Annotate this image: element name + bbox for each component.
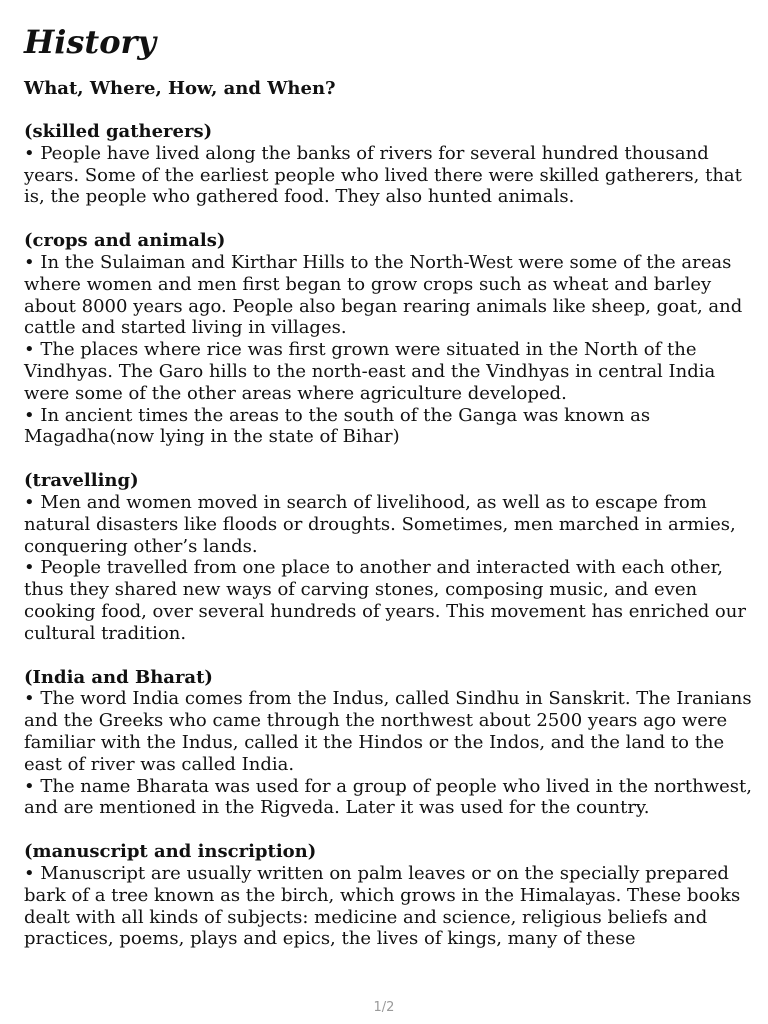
bullet-paragraph: • The name Bharata was used for a group of people who lived in the northwest, and are mentioned in the Rigveda. Later it was used for the country. [24,775,752,819]
bullet-paragraph: • In ancient times the areas to the south of the Ganga was known as Magadha(now lying in the state of Bihar) [24,404,651,448]
section-travelling [24,470,752,644]
bullet-paragraph: • People travelled from one place to another and interacted with each other, thus they shared new ways of carving stones, composing music, and even cooking food, over several hundreds of years. This movement has enriched our cultural tradition. [24,557,746,644]
bullet-paragraph: • Manuscript are usually written on palm leaves or on the specially prepared bark of a tree known as the birch, which grows in the Himalayas. These books dealt with all kinds of subjects: medicine and science, religious beliefs and practices, poems, plays and epics, the lives of kings, many of these [24,862,741,950]
section-crops-and-animals [24,230,752,448]
bullet-paragraph: • People have lived along the banks of rivers for several hundred thousand years. Some of the earliest people who lived there were skilled gatherers, that is, the people who gathered food. They also hunted animals. [24,142,742,208]
section-skilled-gatherers [24,121,752,208]
page-title: History [24,23,156,61]
section-heading: (India and Bharat) [24,666,213,688]
section-heading: (crops and animals) [24,230,226,252]
bullet-paragraph: • The places where rice was first grown were situated in the North of the Vindhyas. The Garo hills to the north-east and the Vindhyas in central India were some of the other areas where agriculture developed. [24,339,716,404]
section-heading: (skilled gatherers) [24,121,213,142]
page-number: 1/2 [373,1000,395,1015]
page-subtitle: What, Where, How, and When? [24,78,336,99]
document-page [24,22,752,972]
section-heading: (manuscript and inscription) [24,841,317,863]
bullet-paragraph: • The word India comes from the Indus, called Sindhu in Sanskrit. The Iranians and the Greeks who came through the northwest about 2500 years ago were familiar with the Indus, called it the Hindos or the Indos, and the land to the east of river was called India. [24,688,752,775]
bullet-paragraph: • In the Sulaiman and Kirthar Hills to the North-West were some of the areas where women and men first began to grow crops such as wheat and barley about 8000 years ago. People also began rearing animals like sheep, goat, and cattle and started living in villages. [24,251,743,339]
section-heading: (travelling) [24,470,139,492]
section-india-and-bharat [24,667,752,820]
bullet-paragraph: • Men and women moved in search of livelihood, as well as to escape from natural disasters like floods or droughts. Sometimes, men marched in armies, conquering other’s lands. [24,491,736,557]
section-manuscript-and-inscription [24,841,752,950]
